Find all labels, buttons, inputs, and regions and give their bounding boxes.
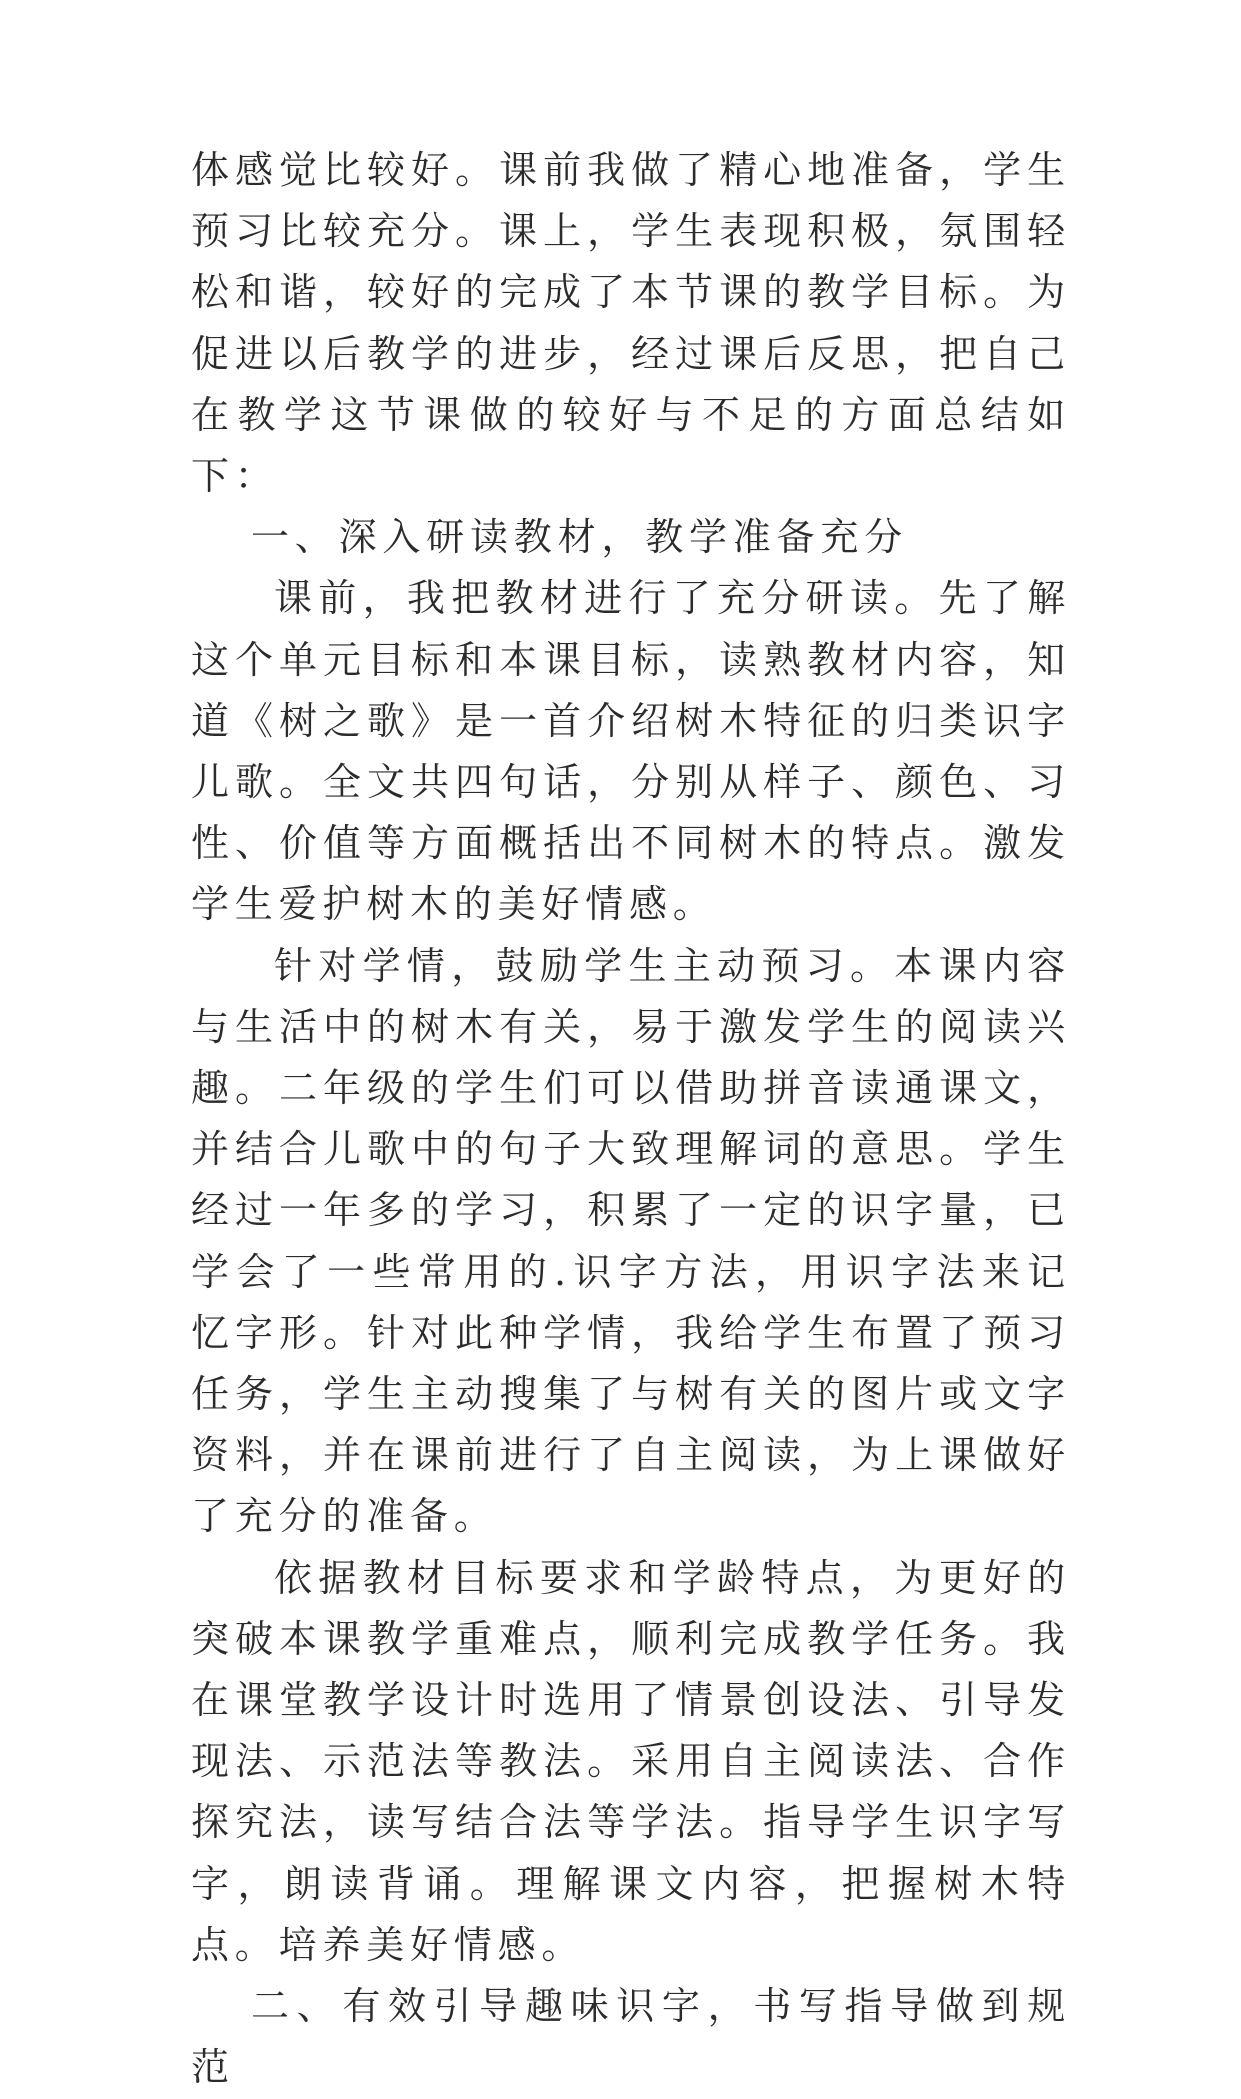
paragraph: 体感觉比较好。课前我做了精心地准备，学生预习比较充分。课上，学生表现积极，氛围轻松和谐，较好的完成了本节课的教学目标。为促进以后教学的进步，经过课后反思，把自己在教学这节课做的较好与不足的方面总结如下： [191, 148, 1071, 499]
paragraph: 课前，我把教材进行了充分研读。先了解这个单元目标和本课目标，读熟教材内容，知道《树之歌》是一首介绍树木特征的归类识字儿歌。全文共四句话，分别从样子、颜色、习性、价值等方面概括出不同树木的特点。激发学生爱护树木的美好情感。 [191, 576, 1071, 927]
paragraph: 依据教材目标要求和学龄特点，为更好的突破本课教学重难点，顺利完成教学任务。我在课堂教学设计时选用了情景创设法、引导发现法、示范法等教法。采用自主阅读法、合作探究法，读写结合法等学法。指导学生识字写字，朗读背诵。理解课文内容，把握树木特点。培养美好情感。 [191, 1555, 1071, 1967]
section-heading: 一、深入研读教材，教学准备充分 [251, 515, 909, 560]
section-heading: 二、有效引导趣味识字，书写指导做到规范 [191, 1984, 1071, 2090]
document-body [191, 140, 1071, 2099]
paragraph: 针对学情，鼓励学生主动预习。本课内容与生活中的树木有关，易于激发学生的阅读兴趣。二年级的学生们可以借助拼音读通课文，并结合儿歌中的句子大致理解词的意思。学生经过一年多的学习，积累了一定的识字量，已学会了一些常用的.识字方法，用识字法来记忆字形。针对此种学情，我给学生布置了预习任务，学生主动搜集了与树有关的图片或文字资料，并在课前进行了自主阅读，为上课做好了充分的准备。 [191, 943, 1071, 1539]
